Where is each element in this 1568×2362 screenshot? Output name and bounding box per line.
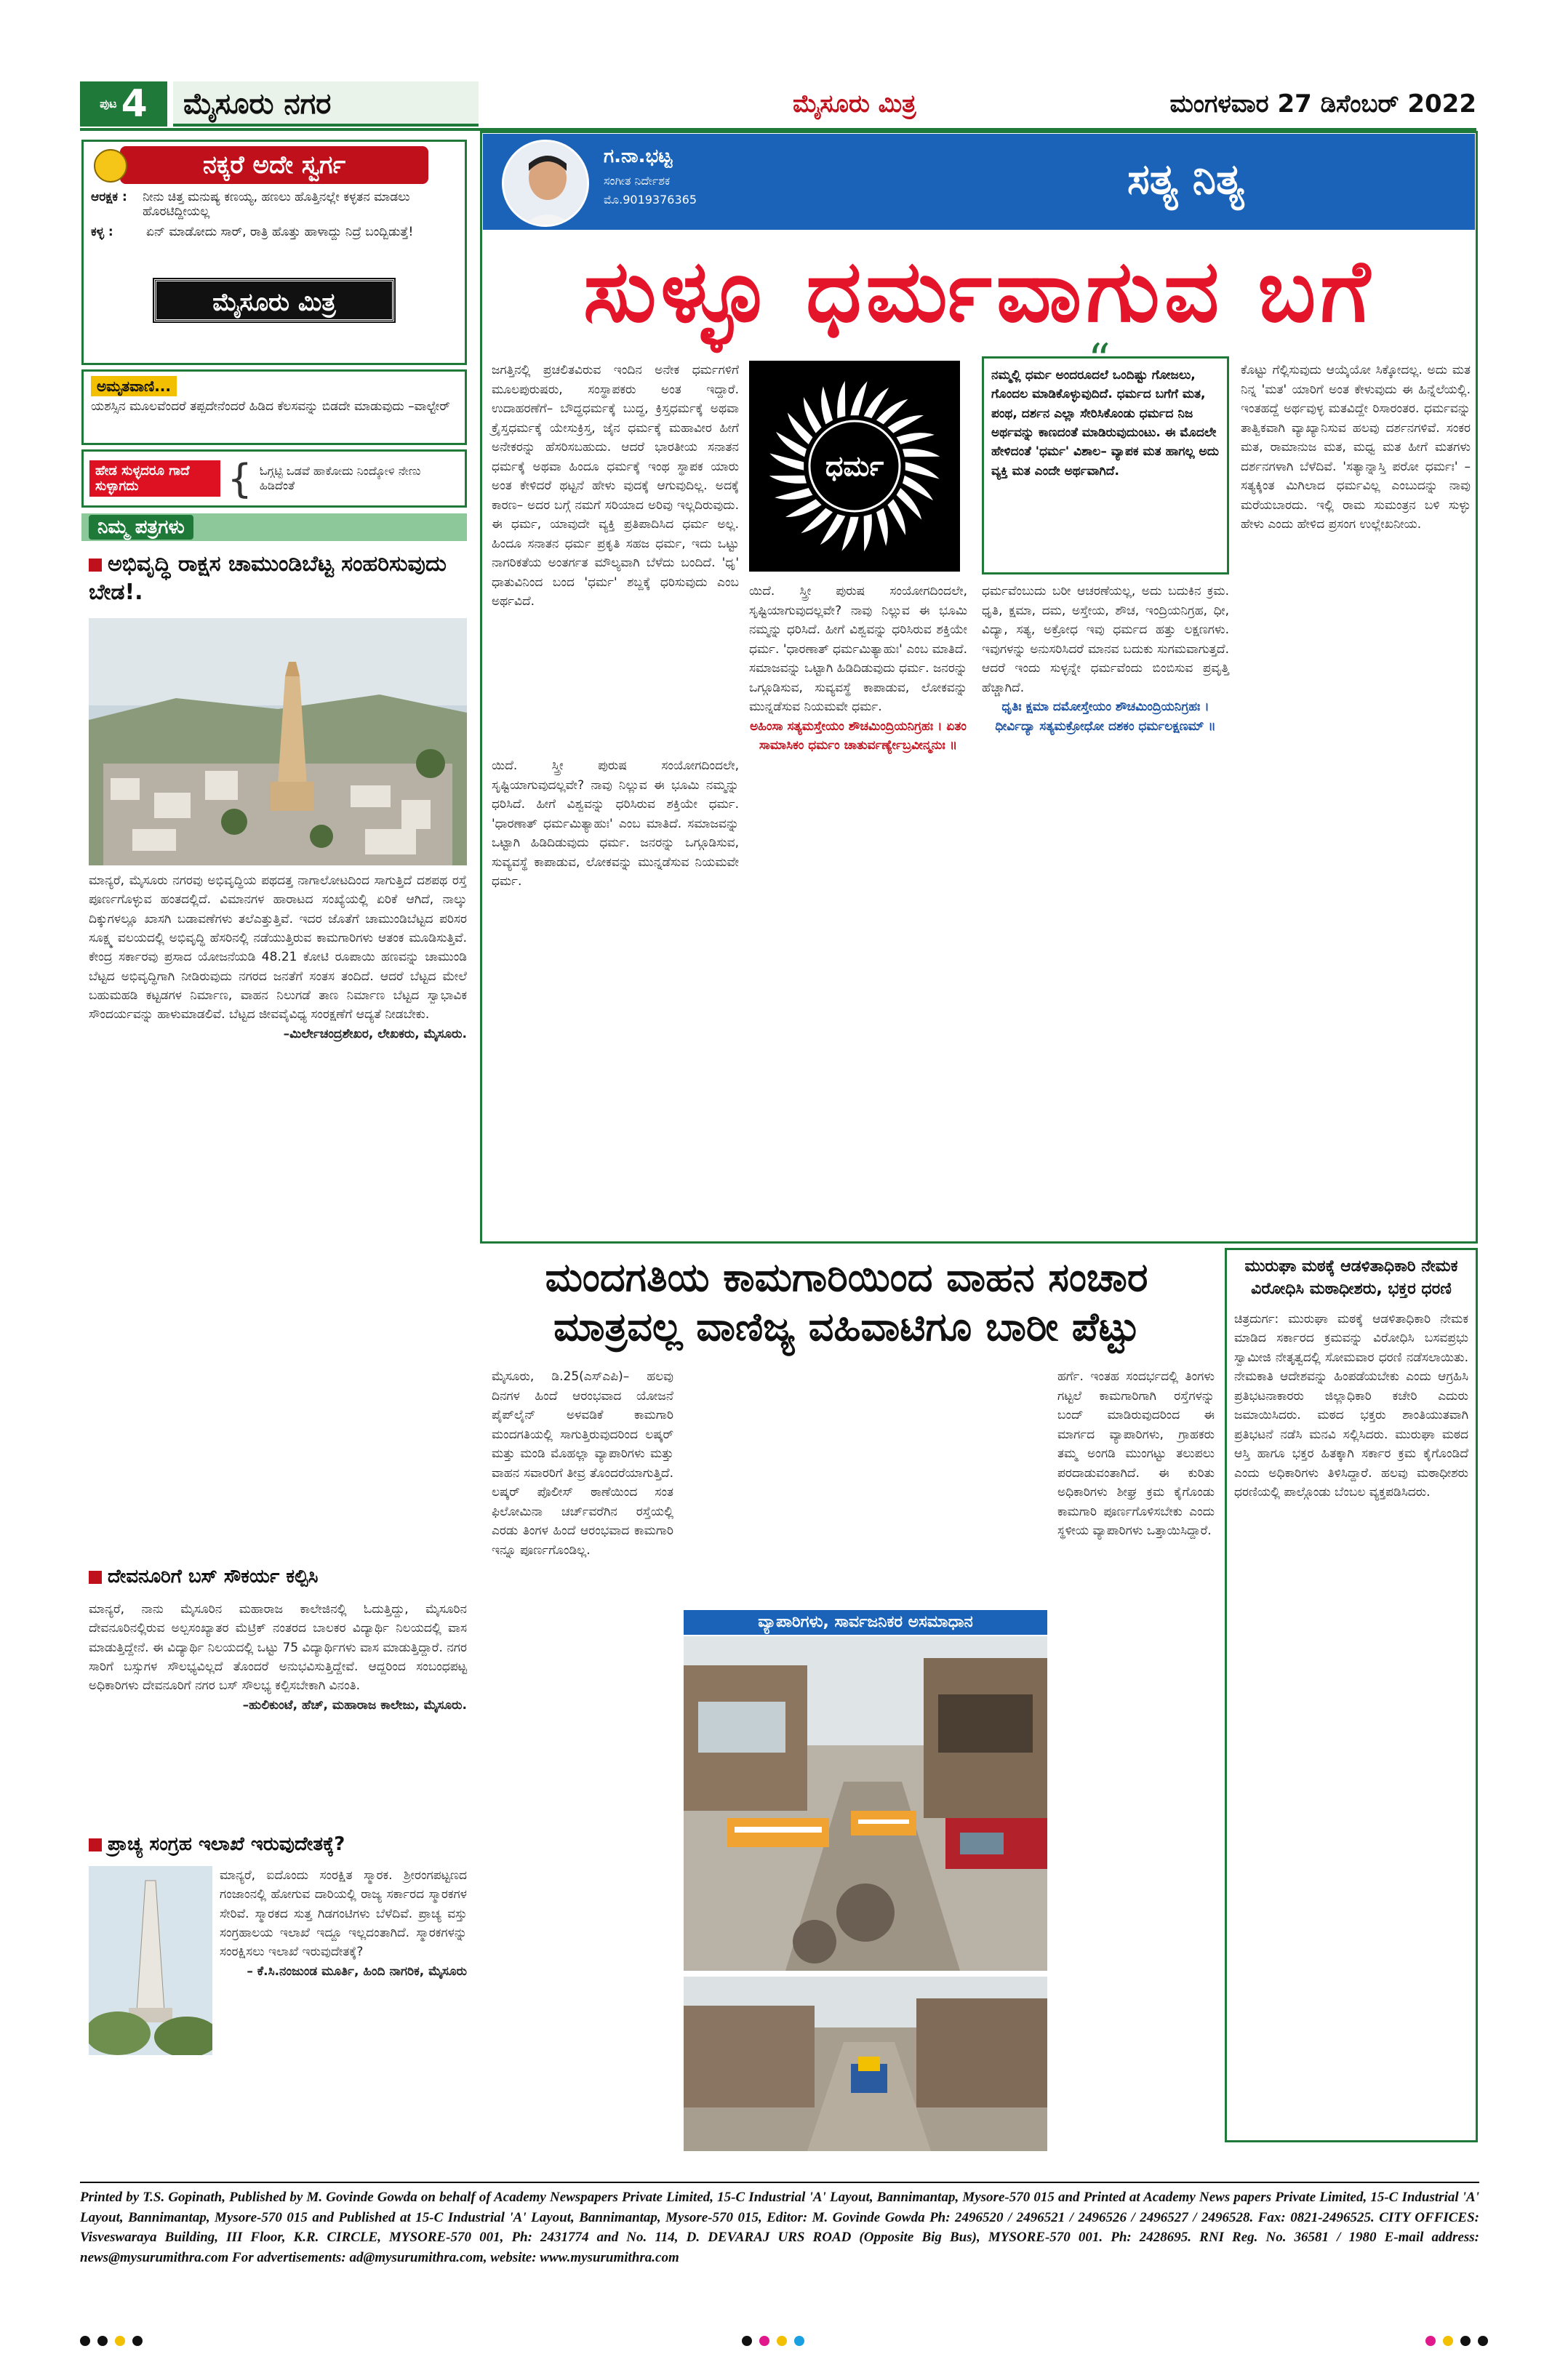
letter-body <box>89 871 467 1044</box>
letter-text: ಮಾನ್ಯರೆ, ಮೈಸೂರು ನಗರವು ಅಭಿವೃದ್ಧಿಯ ಪಥದತ್ತ ನಾಗಾಲೋಟದಿಂದ ಸಾಗುತ್ತಿದೆ ದಶಪಥ ರಸ್ತೆ ಪೂರ್ಣಗೊಳ್ಳುವ ಹಂತದಲ್ಲಿದೆ. ವಿಮಾನಗಳ ಹಾರಾಟದ ಸಂಖ್ಯೆಯಲ್ಲಿ ಏರಿಕೆ ಆಗಿದೆ, ನಾಲ್ಕು ದಿಕ್ಕುಗಳಲ್ಲೂ ಖಾಸಗಿ ಬಡಾವಣೆಗಳು ತಲೆಎತ್ತುತ್ತಿವೆ. ಇದರ ಜೊತೆಗೆ ಚಾಮುಂಡಿಬೆಟ್ಟದ ಪರಿಸರ ಸೂಕ್ಷ್ಮ ವಲಯದಲ್ಲಿ ಅಭಿವೃದ್ಧಿ ಹೆಸರಿನಲ್ಲಿ ನಡೆಯುತ್ತಿರುವ ಕಾಮಗಾರಿಗಳು ಆತಂಕ ಮೂಡಿಸುತ್ತಿವೆ. ಕೇಂದ್ರ ಸರ್ಕಾರವು ಪ್ರಸಾದ ಯೋಜನೆಯಡಿ 48.21 ಕೋಟಿ ರೂಪಾಯಿ ಹಣವನ್ನು ಚಾಮುಂಡಿ ಬೆಟ್ಟದ ಅಭಿವೃದ್ಧಿಗಾಗಿ ನೀಡಿರುವುದು ನಗರದ ಜನತೆಗೆ ಸಂತಸ ತಂದಿದೆ. ಆದರೆ ಬೆಟ್ಟದ ಮೇಲೆ ಬಹುಮಹಡಿ ಕಟ್ಟಡಗಳ ನಿರ್ಮಾಣ, ವಾಹನ ನಿಲುಗಡೆ ತಾಣ ನಿರ್ಮಾಣ ಬೆಟ್ಟದ ಸ್ವಾಭಾವಿಕ ಸೌಂದರ್ಯವನ್ನು ಹಾಳುಮಾಡಲಿವೆ. ಬೆಟ್ಟದ ಜೀವವೈವಿಧ್ಯ ಸಂರಕ್ಷಣೆಗೆ ಆದ್ಯತೆ ನೀಡಬೇಕು. <box>89 873 467 1022</box>
registration-dot <box>97 2336 108 2346</box>
joke-line <box>91 190 457 219</box>
joke-speaker: ಆರಕ್ಷಕ : <box>91 190 127 204</box>
bullet-square-icon <box>89 1571 102 1584</box>
author-role: ಸಂಗೀತ ನಿರ್ದೇಶಕ <box>604 174 671 188</box>
registration-dot <box>115 2336 125 2346</box>
letter-signature: –ಹುಲಿಕುಂಟೆ, ಹೆಚ್, ಮಹಾರಾಜ ಕಾಲೇಜು, ಮೈಸೂರು. <box>242 1697 467 1713</box>
registration-dot <box>759 2336 769 2346</box>
brace-icon: { <box>227 455 252 502</box>
street-shops-photo <box>684 1977 1047 2151</box>
proverb-box <box>81 449 467 508</box>
proverb-text: ಓಗ್ಗಟ್ಟಿ ಒಡವೆ ಹಾಕೋದು ನಿಂದ್ಕೋಳಿ ನೇಣು ಹಿಡಿದೆಂತೆ <box>259 464 421 492</box>
side-news-text: ಚಿತ್ರದುರ್ಗ: ಮುರುಘಾ ಮಠಕ್ಕೆ ಆಡಳಿತಾಧಿಕಾರಿ ನೇಮಕ ಮಾಡಿದ ಸರ್ಕಾರದ ಕ್ರಮವನ್ನು ವಿರೋಧಿಸಿ ಬಸವಪ್ರಭು ಸ್ವಾಮೀಜಿ ನೇತೃತ್ವದಲ್ಲಿ ಸೋಮವಾರ ಧರಣಿ ನಡೆಸಲಾಯಿತು. ನೇಮಕಾತಿ ಆದೇಶವನ್ನು ಹಿಂಪಡೆಯಬೇಕು ಎಂದು ಆಗ್ರಹಿಸಿ ಪ್ರತಿಭಟನಾಕಾರರು ಜಿಲ್ಲಾಧಿಕಾರಿ ಕಚೇರಿ ಎದುರು ಜಮಾಯಿಸಿದರು. ಮಠದ ಭಕ್ತರು ಶಾಂತಿಯುತವಾಗಿ ಪ್ರತಿಭಟನೆ ನಡೆಸಿ ಮನವಿ ಸಲ್ಲಿಸಿದರು. ಮುರುಘಾ ಮಠದ ಆಸ್ತಿ ಹಾಗೂ ಭಕ್ತರ ಹಿತಕ್ಕಾಗಿ ಸರ್ಕಾರ ಕ್ರಮ ಕೈಗೊಂಡಿದೆ ಎಂದು ಅಧಿಕಾರಿಗಳು ತಿಳಿಸಿದ್ದಾರೆ. ಹಲವು ಮಠಾಧೀಶರು ಧರಣಿಯಲ್ಲಿ ಪಾಲ್ಗೊಂಡು ಬೆಂಬಲ ವ್ಯಕ್ತಪಡಿಸಿದರು. <box>1234 1311 1468 1500</box>
section-title: ಮೈಸೂರು ನಗರ <box>173 81 479 127</box>
mini-masthead-logo: ಮೈಸೂರು ಮಿತ್ರ <box>154 279 394 321</box>
article-text: ಕೊಟ್ಟು ಗೆಲ್ಲಿಸುವುದು ಆಯ್ಕೆಯೋ ಸಿಕ್ಕೋದಲ್ಲ. ಅದು ಮತ ನಿನ್ನ 'ಮತ' ಯಾರಿಗೆ ಅಂತ ಕೇಳುವುದು ಈ ಹಿನ್ನೆಲೆಯಲ್ಲಿ. ಇಂತಹದ್ದೆ ಅರ್ಥವುಳ್ಳ ಮತವಿದ್ದೇ ರಿಸಾರಂತರ. ಧರ್ಮವನ್ನು ತಾತ್ವಿಕವಾಗಿ ವ್ಯಾಖ್ಯಾನಿಸುವ ಹಲವು ದರ್ಶನಗಳಿವೆ. ಸಂಕರ ಮತ, ರಾಮಾನುಜ ಮತ, ಮಧ್ವ ಮತ ಹೀಗೆ ಮತಗಳು ದರ್ಶನಗಳಾಗಿ ಬೆಳೆದಿವೆ. 'ಸತ್ಯಾನ್ನಾಸ್ತಿ ಪರೋ ಧರ್ಮಃ' – ಸತ್ಯಕ್ಕಿಂತ ಮಿಗಿಲಾದ ಧರ್ಮವಿಲ್ಲ ಎಂಬುದನ್ನು ನಾವು ಮರೆಯಬಾರದು. ಇಲ್ಲಿ ರಾಮ ಸುಮಂತ್ರನ ಬಳಿ ಸುಳ್ಳು ಹೇಳು ಎಂದು ಹೇಳಿದ ಪ್ರಸಂಗ ಉಲ್ಲೇಖನೀಯ. <box>1241 363 1471 532</box>
letter-signature: – ಕೆ.ಸಿ.ನಂಜುಂಡ ಮೂರ್ತಿ, ಹಿಂದಿ ನಾಗರಿಕ, ಮೈಸೂರು <box>247 1963 467 1979</box>
registration-dot <box>742 2336 752 2346</box>
letter-headline-text: ಅಭಿವೃದ್ಧಿ ರಾಕ್ಷಸ ಚಾಮುಂಡಿಬೆಟ್ಟ ಸಂಹರಿಸುವುದು ಬೇಡ!. <box>89 551 447 605</box>
registration-dot <box>132 2336 143 2346</box>
mini-masthead-details <box>81 320 467 365</box>
author-info <box>604 145 697 207</box>
article-text: ಯಿದೆ. ಸ್ತ್ರೀ ಪುರುಷ ಸಂಯೋಗದಿಂದಲೇ, ಸೃಷ್ಟಿಯಾಗುವುದಲ್ಲವೇ? ನಾವು ನಿಲ್ಲುವ ಈ ಭೂಮಿ ನಮ್ಮನ್ನು ಧರಿಸಿದೆ. ಹೀಗೆ ವಿಶ್ವವನ್ನು ಧರಿಸಿರುವ ಶಕ್ತಿಯೇ ಧರ್ಮ. 'ಧಾರಣಾತ್ ಧರ್ಮಮಿತ್ಯಾಹುಃ' ಎಂಬ ಮಾತಿದೆ. ಸಮಾಜವನ್ನು ಒಟ್ಟಾಗಿ ಹಿಡಿದಿಡುವುದು ಧರ್ಮ. ಜನರನ್ನು ಒಗ್ಗೂಡಿಸುವ, ಸುವ್ಯವಸ್ಥೆ ಕಾಪಾಡುವ, ಲೋಕವನ್ನು ಮುನ್ನಡೆಸುವ ನಿಯಮವೇ ಧರ್ಮ. <box>749 584 967 715</box>
photo-caption: ವ್ಯಾಪಾರಿಗಳು, ಸಾರ್ವಜನಿಕರ ಅಸಮಾಧಾನ <box>684 1610 1047 1635</box>
chamundi-hill-photo <box>89 618 467 865</box>
bottom-headline-line2: ಮಾತ್ರವಲ್ಲ ವಾಣಿಜ್ಯ ವಹಿವಾಟಿಗೂ ಬಾರೀ ಪೆಟ್ಟು <box>553 1304 1140 1350</box>
article-text: ಧರ್ಮವೆಂಬುದು ಬರೀ ಆಚರಣೆಯಲ್ಲ, ಅದು ಬದುಕಿನ ಕ್ರಮ. ಧೃತಿ, ಕ್ಷಮಾ, ದಮ, ಅಸ್ತೇಯ, ಶೌಚ, ಇಂದ್ರಿಯನಿಗ್ರಹ, ಧೀ, ವಿದ್ಯಾ, ಸತ್ಯ, ಅಕ್ರೋಧ ಇವು ಧರ್ಮದ ಹತ್ತು ಲಕ್ಷಣಗಳು. ಇವುಗಳನ್ನು ಅನುಸರಿಸಿದರೆ ಮಾನವ ಬದುಕು ಸುಗಮವಾಗುತ್ತದೆ. ಆದರೆ ಇಂದು ಸುಳ್ಳನ್ನೇ ಧರ್ಮವೆಂದು ಬಿಂಬಿಸುವ ಪ್ರವೃತ್ತಿ ಹೆಚ್ಚಾಗಿದೆ. <box>982 584 1229 695</box>
letter-headline <box>89 550 467 606</box>
joke-text: ನೀನು ಚಿತ್ತ ಮನುಷ್ಯ ಕಣಯ್ಯ, ಹಣಲು ಹೊತ್ತಿನಲ್ಲೇ ಕಳ್ಳತನ ಮಾಡಲು ಹೊರಟಿದ್ದೀಯಲ್ಲ <box>143 190 410 219</box>
letter-signature: –ಮಿರ್ಲೇಚಂದ್ರಶೇಖರ, ಲೇಖಕರು, ಮೈಸೂರು. <box>283 1026 467 1041</box>
author-phone: ಮೊ.9019376365 <box>604 193 697 207</box>
page-number: 4 <box>121 82 148 126</box>
article-column <box>492 756 739 892</box>
side-news-headline: ಮುರುಘಾ ಮಠಕ್ಕೆ ಆಡಳಿತಾಧಿಕಾರಿ ನೇಮಕ ವಿರೋಧಿಸಿ ಮಠಾಧೀಶರು, ಭಕ್ತರ ಧರಣಿ <box>1244 1257 1458 1298</box>
masthead-logo: ಮೈಸೂರು ಮಿತ್ರ <box>793 89 916 119</box>
feature-headline: ಸುಳ್ಳೂ ಧರ್ಮವಾಗುವ ಬಗೆ <box>583 241 1375 341</box>
joke-line <box>91 225 457 239</box>
letter-body <box>220 1866 467 1981</box>
letters-label: ನಿಮ್ಮ ಪತ್ರಗಳು <box>89 515 193 540</box>
article-text: ಯಿದೆ. ಸ್ತ್ರೀ ಪುರುಷ ಸಂಯೋಗದಿಂದಲೇ, ಸೃಷ್ಟಿಯಾಗುವುದಲ್ಲವೇ? ನಾವು ನಿಲ್ಲುವ ಈ ಭೂಮಿ ನಮ್ಮನ್ನು ಧರಿಸಿದೆ. ಹೀಗೆ ವಿಶ್ವವನ್ನು ಧರಿಸಿರುವ ಶಕ್ತಿಯೇ ಧರ್ಮ. 'ಧಾರಣಾತ್ ಧರ್ಮಮಿತ್ಯಾಹುಃ' ಎಂಬ ಮಾತಿದೆ. ಸಮಾಜವನ್ನು ಒಟ್ಟಾಗಿ ಹಿಡಿದಿಡುವುದು ಧರ್ಮ. ಜನರನ್ನು ಒಗ್ಗೂಡಿಸುವ, ಸುವ್ಯವಸ್ಥೆ ಕಾಪಾಡುವ, ಲೋಕವನ್ನು ಮುನ್ನಡೆಸುವ ನಿಯಮವೇ ಧರ್ಮ. <box>492 758 739 889</box>
bottom-headline-line1: ಮಂದಗತಿಯ ಕಾಮಗಾರಿಯಿಂದ ವಾಹನ ಸಂಚಾರ <box>545 1254 1148 1300</box>
registration-dot <box>80 2336 90 2346</box>
registration-dot <box>1443 2336 1453 2346</box>
letter-headline-text: ದೇವನೂರಿಗೆ ಬಸ್ ಸೌಕರ್ಯ ಕಲ್ಪಿಸಿ <box>108 1566 319 1588</box>
monument-photo <box>89 1866 212 2055</box>
print-imprint: Printed by T.S. Gopinath, Published by M. Govinde Gowda on behalf of Academy Newspapers Private Limited, 15-C Industrial 'A' Layout, Bannimantap, Mysore-570 015 and Printed at Academy News papers Private Limited, 15-C Industrial 'A' Layout, Bannimantap, Mysore-570 015 and Published at 15-C Industrial 'A' Layout, Bannimantap, Mysore-570 015, Editor: M. Govinde Gowda Ph: 2496520 / 2496521 / 2496526 / 2496527 / 2496528. Fax: 0821-2496525. CITY OFFICES: Visveswaraya Building, III Floor, K.R. CIRCLE, MYSORE-570 001, Ph: 2431774 and No. 114, D. DEVARAJ URS ROAD (Opposite Big Bus), MYSORE-570 001. Ph: 2428695. RNI Reg. No. 36581 / 1980 E-mail address: news@mysurumithra.com For advertisements: ad@mysurumithra.com, website: www.mysurumithra.com <box>80 2190 1479 2265</box>
pull-quote <box>982 356 1229 575</box>
bullet-square-icon <box>89 1838 102 1851</box>
article-text: ಹರ್ಗೆ. ಇಂತಹ ಸಂದರ್ಭದಲ್ಲಿ ತಿಂಗಳು ಗಟ್ಟಲೆ ಕಾಮಗಾರಿಗಾಗಿ ರಸ್ತೆಗಳನ್ನು ಬಂದ್ ಮಾಡಿರುವುದರಿಂದ ಈ ಮಾರ್ಗದ ವ್ಯಾಪಾರಿಗಳು, ಗ್ರಾಹಕರು ತಮ್ಮ ಅಂಗಡಿ ಮುಂಗಟ್ಟು ತಲುಪಲು ಪರದಾಡುವಂತಾಗಿದೆ. ಈ ಕುರಿತು ಅಧಿಕಾರಿಗಳು ಶೀಘ್ರ ಕ್ರಮ ಕೈಗೊಂಡು ಕಾಮಗಾರಿ ಪೂರ್ಣಗೊಳಿಸಬೇಕು ಎಂದು ಸ್ಥಳೀಯ ವ್ಯಾಪಾರಿಗಳು ಒತ್ತಾಯಿಸಿದ್ದಾರೆ. <box>1057 1369 1215 1539</box>
article-text: ಜಗತ್ತಿನಲ್ಲಿ ಪ್ರಚಲಿತವಿರುವ ಇಂದಿನ ಅನೇಕ ಧರ್ಮಗಳಿಗೆ ಮೂಲಪುರುಷರು, ಸಂಸ್ಥಾಪಕರು ಅಂತ ಇದ್ದಾರೆ. ಉದಾಹರಣೆಗೆ– ಬೌದ್ಧಧರ್ಮಕ್ಕೆ ಬುದ್ಧ, ಕ್ರಿಸ್ತಧರ್ಮಕ್ಕೆ ಅಥವಾ ಕ್ರೈಸ್ತಧರ್ಮಕ್ಕೆ ಯೇಸುಕ್ರಿಸ್ತ, ಜೈನ ಧರ್ಮಕ್ಕೆ ಮಹಾವೀರ ಹೀಗೆ ಅನೇಕರನ್ನು ಹೆಸರಿಸಬಹುದು. ಆದರೆ ಭಾರತೀಯ ಸನಾತನ ಧರ್ಮಕ್ಕೆ ಅಥವಾ ಹಿಂದೂ ಧರ್ಮಕ್ಕೆ ಇಂಥ ಸ್ಥಾಪಕ ಯಾರು ಅಂತ ಕೇಳಿದರೆ ಥಟ್ಟನೆ ಹೇಳು ವುದಕ್ಕೆ ಆಗುವುದಿಲ್ಲ. ಅದಕ್ಕೆ ಕಾರಣ– ಅದರ ಬಗ್ಗೆ ನಮಗೆ ಸರಿಯಾದ ಅರಿವು ಇಲ್ಲದಿರುವುದು. ಈ ಧರ್ಮ, ಯಾವುದೇ ವ್ಯಕ್ತಿ ಪ್ರತಿಪಾದಿಸಿದ ಧರ್ಮ ಅಲ್ಲ. ಹಿಂದೂ ಸನಾತನ ಧರ್ಮ ಪ್ರಕೃತಿ ಸಹಜ ಧರ್ಮ, ಇದು ಒಟ್ಟು ನಾಗರಿಕತೆಯ ಅಂತರ್ಗತ ಮೌಲ್ಯವಾಗಿ ಬೆಳೆದು ಬಂದಿದೆ. 'ಧೃ' ಧಾತುವಿನಿಂದ ಬಂದ 'ಧರ್ಮ' ಶಬ್ದಕ್ಕೆ ಧರಿಸುವುದು ಎಂಬ ಅರ್ಥವಿದೆ. <box>492 363 739 609</box>
side-news-box <box>1225 1248 1478 2142</box>
letter-headline <box>89 1565 467 1590</box>
quote-mark-icon: “ <box>1084 342 1115 378</box>
page-label: ಪುಟ <box>100 97 117 111</box>
dharma-illustration <box>749 361 960 572</box>
article-column <box>749 582 967 756</box>
page-number-badge <box>80 81 167 127</box>
amrita-vani-box <box>81 369 467 445</box>
registration-dot <box>1425 2336 1436 2346</box>
article-column <box>492 1367 673 1560</box>
author-photo <box>502 140 589 227</box>
amrita-vani-text: ಯಶಸ್ಸಿನ ಮೂಲವೆಂದರೆ ತಪ್ಪದೇನೆಂದರೆ ಹಿಡಿದ ಕೆಲಸವನ್ನು ಬಿಡದೇ ಮಾಡುವುದು –ವಾಲ್ಟೇರ್ <box>91 399 450 414</box>
laughing-face-icon <box>94 149 127 183</box>
registration-dot <box>777 2336 787 2346</box>
sanskrit-verse: ಧೃತಿಃ ಕ್ಷಮಾ ದಮೋಸ್ತೇಯಂ ಶೌಚಮಿಂದ್ರಿಯನಿಗ್ರಹಃ । ಧೀರ್ವಿದ್ಯಾ ಸತ್ಯಮಕ್ರೋಧೋ ದಶಕಂ ಧರ್ಮಲಕ್ಷಣಮ್ ॥ <box>995 700 1216 734</box>
street-construction-photo <box>684 1636 1047 1971</box>
letter-headline <box>89 1833 467 1857</box>
article-column <box>1057 1367 1215 1541</box>
registration-dot <box>794 2336 804 2346</box>
pull-quote-text: ನಮ್ಮಲ್ಲಿ ಧರ್ಮ ಅಂದರೂದಲೆ ಒಂದಿಷ್ಟು ಗೋಜಲು, ಗೊಂದಲ ಮಾಡಿಕೊಳ್ಳುವುದಿದೆ. ಧರ್ಮದ ಬಗೆಗೆ ಮತ, ಪಂಥ, ದರ್ಶನ ಎಲ್ಲಾ ಸೇರಿಸಿಕೊಂಡು ಧರ್ಮದ ನಿಜ ಅರ್ಥವನ್ನು ಕಾಣದಂತೆ ಮಾಡಿರುವುದುಂಟು. ಈ ಮೊದಲೇ ಹೇಳಿದಂತೆ 'ಧರ್ಮ' ವಿಶಾಲ– ವ್ಯಾಪಕ ಮತ ಹಾಗಲ್ಲ ಅದು ವ್ಯಕ್ತಿ ಮತ ಎಂದೇ ಅರ್ಥವಾಗಿದೆ. <box>991 368 1220 479</box>
registration-marks-right <box>1425 2336 1488 2346</box>
footer-rule <box>80 2182 1479 2183</box>
dharma-word: ಧರ್ಮ <box>825 450 884 482</box>
article-column <box>1241 361 1471 535</box>
article-text: ಮೈಸೂರು, ಡಿ.25(ಎಸ್‌ಎಪಿ)– ಹಲವು ದಿನಗಳ ಹಿಂದೆ ಆರಂಭವಾದ ಯೋಜನೆ ಪೈಪ್‌ಲೈನ್ ಅಳವಡಿಕೆ ಕಾಮಗಾರಿ ಮಂದಗತಿಯಲ್ಲಿ ಸಾಗುತ್ತಿರುವುದರಿಂದ ಲಷ್ಕರ್ ಮತ್ತು ಮಂಡಿ ಮೊಹಲ್ಲಾ ವ್ಯಾಪಾರಿಗಳು ಮತ್ತು ವಾಹನ ಸವಾರರಿಗೆ ತೀವ್ರ ತೊಂದರೆಯಾಗುತ್ತಿದೆ. ಲಷ್ಕರ್ ಪೊಲೀಸ್ ಠಾಣೆಯಿಂದ ಸಂತ ಫಿಲೋಮಿನಾ ಚರ್ಚ್‌ವರೆಗಿನ ರಸ್ತೆಯಲ್ಲಿ ಎರಡು ತಿಂಗಳ ಹಿಂದೆ ಆರಂಭವಾದ ಕಾಮಗಾರಿ ಇನ್ನೂ ಪೂರ್ಣಗೊಂಡಿಲ್ಲ. <box>492 1369 673 1558</box>
column-name: ಸತ್ಯ ನಿತ್ಯ <box>1127 154 1244 204</box>
letter-text: ಮಾನ್ಯರೆ, ನಾನು ಮೈಸೂರಿನ ಮಹಾರಾಜ ಕಾಲೇಜಿನಲ್ಲಿ ಓದುತ್ತಿದ್ದು, ಮೈಸೂರಿನ ದೇವನೂರಿನಲ್ಲಿರುವ ಅಲ್ಪಸಂಖ್ಯಾತರ ಮೆಟ್ರಿಕ್ ನಂತರದ ಬಾಲಕರ ವಿದ್ಯಾರ್ಥಿ ನಿಲಯದಲ್ಲಿ ವಾಸ ಮಾಡುತ್ತಿದ್ದೇನೆ. ಈ ವಿದ್ಯಾರ್ಥಿ ನಿಲಯದಲ್ಲಿ ಒಟ್ಟು 75 ವಿದ್ಯಾರ್ಥಿಗಳು ವಾಸ ಮಾಡುತ್ತಿದ್ದಾರೆ. ನಗರ ಸಾರಿಗೆ ಬಸ್ಸುಗಳ ಸೌಲಭ್ಯವಿಲ್ಲದೆ ತೊಂದರೆ ಅನುಭವಿಸುತ್ತಿದ್ದೇವೆ. ಆದ್ದರಿಂದ ಸಂಬಂಧಪಟ್ಟ ಅಧಿಕಾರಿಗಳು ದೇವನೂರಿಗೆ ನಗರ ಬಸ್ ಸೌಲಭ್ಯ ಕಲ್ಪಿಸಬೇಕಾಗಿ ವಿನಂತಿ. <box>89 1602 467 1694</box>
mini-masthead <box>81 269 467 321</box>
proverb-label: ಹೇಡ ಸುಳ್ಳದರೂ ಗಾದೆ ಸುಳ್ಳಾಗದು <box>89 460 220 497</box>
bullet-square-icon <box>89 559 102 572</box>
amrita-vani-title: ಅಮೃತವಾಣಿ... <box>91 376 177 396</box>
letter-text: ಮಾನ್ಯರೆ, ಐದೊಂದು ಸಂರಕ್ಷಿತ ಸ್ಮಾರಕ. ಶ್ರೀರಂಗಪಟ್ಟಣದ ಗಂಜಾಂನಲ್ಲಿ ಹೋಗುವ ದಾರಿಯಲ್ಲಿ ರಾಜ್ಯ ಸರ್ಕಾರದ ಸ್ಮಾರಕಗಳ ಸೇರಿವೆ. ಸ್ಮಾರಕದ ಸುತ್ತ ಗಿಡಗಂಟಿಗಳು ಬೆಳೆದಿವೆ. ಪ್ರಾಚ್ಯ ವಸ್ತು ಸಂಗ್ರಹಾಲಯ ಇಲಾಖೆ ಇದ್ದೂ ಇಲ್ಲದಂತಾಗಿದೆ. ಸ್ಮಾರಕಗಳನ್ನು ಸಂರಕ್ಷಿಸಲು ಇಲಾಖೆ ಇರುವುದೇತಕ್ಕೆ? <box>220 1868 467 1960</box>
issue-date: ಮಂಗಳವಾರ 27 ಡಿಸೆಂಬರ್ 2022 <box>1169 89 1476 119</box>
joke-title: ನಕ್ಕರೆ ಅದೇ ಸ್ವರ್ಗ <box>120 146 428 184</box>
joke-text: ಏನ್ ಮಾಡೋದು ಸಾರ್, ರಾತ್ರಿ ಹೊತ್ತು ಹಾಳಾದ್ದು ನಿದ್ರೆ ಬಂದ್ಬಿಡುತ್ತೆ! <box>146 225 414 239</box>
registration-dot <box>1478 2336 1488 2346</box>
sanskrit-verse: ಅಹಿಂಸಾ ಸತ್ಯಮಸ್ತೇಯಂ ಶೌಚಮಿಂದ್ರಿಯನಿಗ್ರಹಃ । ಏತಂ ಸಾಮಾಸಿಕಂ ಧರ್ಮಂ ಚಾತುರ್ವರ್ಣ್ಯೇಬ್ರವೀನ್ಮನುಃ ॥ <box>750 718 967 753</box>
letter-body <box>89 1600 467 1715</box>
registration-marks-left <box>80 2336 143 2346</box>
article-column <box>492 361 739 612</box>
article-column <box>982 582 1229 736</box>
registration-marks-center <box>742 2336 804 2346</box>
letter-headline-text: ಪ್ರಾಚ್ಯ ಸಂಗ್ರಹ ಇಲಾಖೆ ಇರುವುದೇತಕ್ಕೆ? <box>108 1833 345 1855</box>
author-name: ಗ.ನಾ.ಭಟ್ಟ <box>604 145 673 167</box>
registration-dot <box>1460 2336 1471 2346</box>
joke-speaker: ಕಳ್ಳ : <box>91 225 113 239</box>
